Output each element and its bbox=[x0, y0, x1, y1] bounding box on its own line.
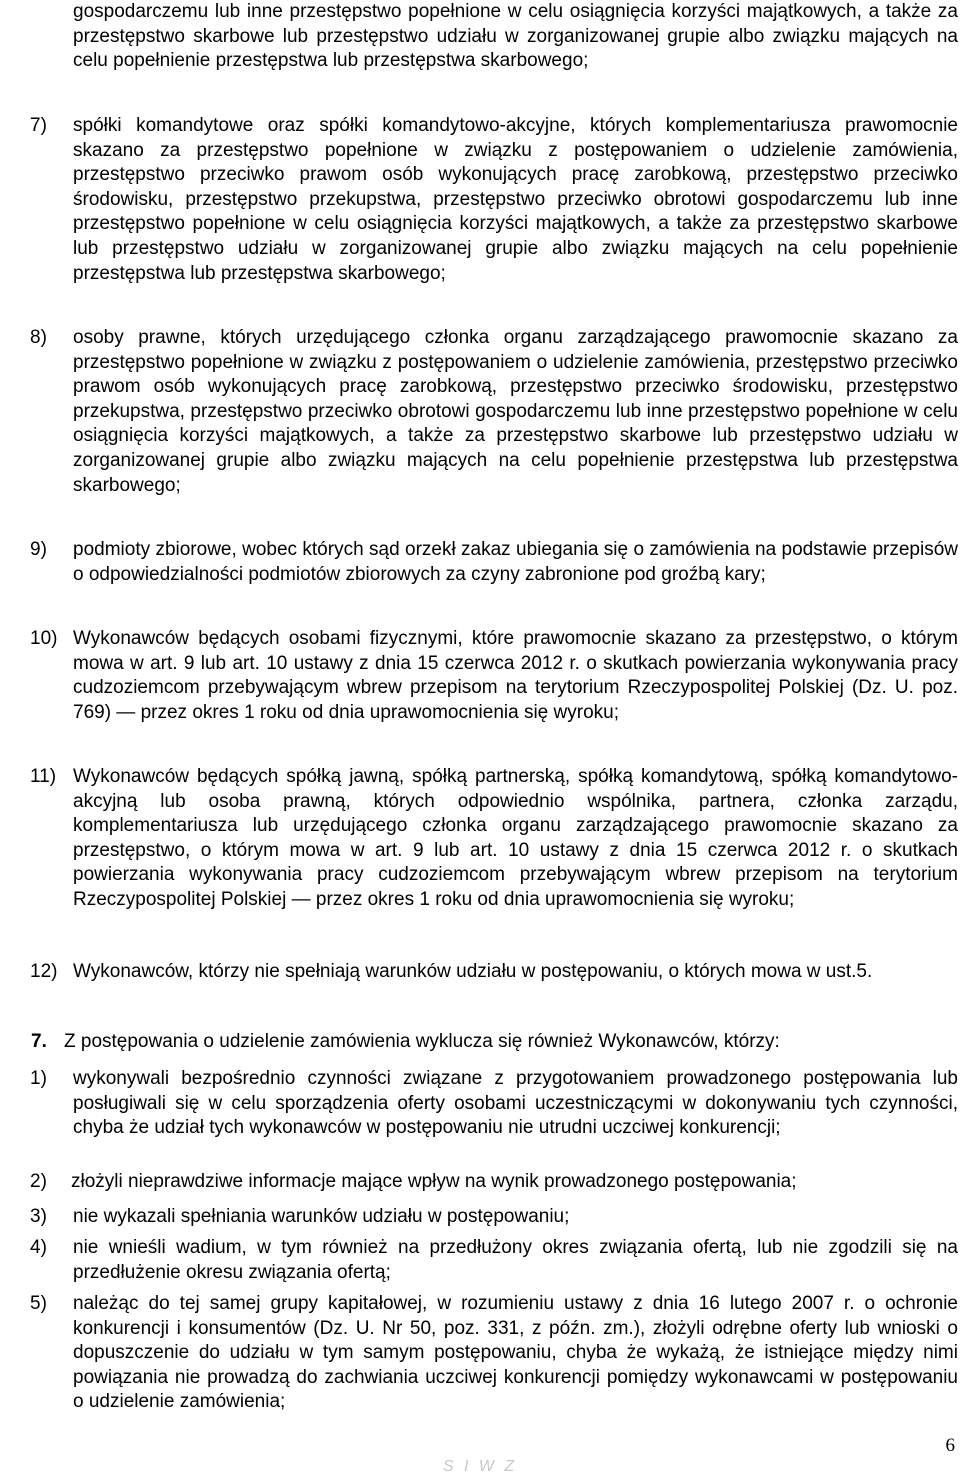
list-item-number: 4) bbox=[30, 1237, 47, 1258]
lead-paragraph-text: gospodarczemu lub inne przestępstwo popełnione w celu osiągnięcia korzyści majątkowych, a także za przestępstwo skarbowe lub przestępstwo udziału w zorganizowanej grupie albo związku mających na celu popełnienie przestępstwa lub przestępstwa skarbowego; bbox=[73, 1, 958, 72]
list-item-text: złożyli nieprawdziwe informacje mające wpływ na wynik prowadzonego postępowania; bbox=[71, 1171, 797, 1192]
section-heading-text: Z postępowania o udzielenie zamówienia wyklucza się również Wykonawców, którzy: bbox=[64, 1031, 780, 1052]
list-item-number: 7) bbox=[30, 115, 47, 136]
exclusion-item-2 bbox=[30, 1170, 958, 1195]
exclusion-item-5 bbox=[30, 1292, 958, 1415]
list-item-text: nie wykazali spełniania warunków udziału w postępowaniu; bbox=[73, 1206, 570, 1227]
section-heading bbox=[30, 1030, 958, 1055]
list-item-8 bbox=[30, 326, 958, 498]
list-item-text: wykonywali bezpośrednio czynności związane z przygotowaniem prowadzonego postępowania lub posługiwali się w celu sporządzenia oferty osobami uczestniczącymi w dokonywaniu tych czynności, chyba że udział tych wykonawców w postępowaniu nie utrudni uczciwej konkurencji; bbox=[73, 1068, 958, 1139]
page-number: 6 bbox=[945, 1435, 955, 1456]
list-item-9 bbox=[30, 538, 958, 587]
exclusion-item-4 bbox=[30, 1236, 958, 1285]
list-item-11 bbox=[30, 765, 958, 913]
list-item-number: 1) bbox=[30, 1068, 47, 1089]
list-item-text: Wykonawców będących spółką jawną, spółką partnerską, spółką komandytową, spółką komandytowo-akcyjną lub osoba prawną, których odpowiednio wspólnika, partnera, członka zarządu, komplementariusza lub urzędującego członka organu zarządzającego prawomocnie skazano za przestępstwo, o którym mowa w art. 9 lub art. 10 ustawy z dnia 15 czerwca 2012 r. o skutkach powierzania wykonywania pracy cudzoziemcom przebywającym wbrew przepisom na terytorium Rzeczypospolitej Polskiej — przez okres 1 roku od dnia uprawomocnienia się wyroku; bbox=[73, 766, 958, 910]
list-item-number: 10) bbox=[30, 628, 58, 649]
exclusion-item-3 bbox=[30, 1205, 958, 1230]
list-item-number: 12) bbox=[30, 961, 58, 982]
list-item-12 bbox=[30, 960, 958, 985]
list-item-number: 9) bbox=[30, 539, 47, 560]
list-item-text: należąc do tej samej grupy kapitałowej, w rozumieniu ustawy z dnia 16 lutego 2007 r. o ochronie konkurencji i konsumentów (Dz. U. Nr 50, poz. 331, z późn. zm.), złożyli odrębne oferty lub wnioski o dopuszczenie do udziału w tym samym postępowaniu, chyba że wykażą, że istniejące między nimi powiązania nie prowadzą do zachwiania uczciwej konkurencji pomiędzy wykonawcami w postępowaniu o udzielenie zamówienia; bbox=[73, 1293, 958, 1413]
list-item-text: spółki komandytowe oraz spółki komandytowo-akcyjne, których komplementariusza prawomocnie skazano za przestępstwo popełnione w związku z postępowaniem o udzielenie zamówienia, przestępstwo przeciwko prawom osób wykonujących pracę zarobkową, przestępstwo przeciwko środowisku, przestępstwo przekupstwa, przestępstwo przeciwko obrotowi gospodarczemu lub inne przestępstwo popełnione w celu osiągnięcia korzyści majątkowych, a także za przestępstwo skarbowe lub przestępstwo udziału w zorganizowanej grupie albo związku mających na celu popełnienie przestępstwa lub przestępstwa skarbowego; bbox=[73, 115, 958, 284]
footer-watermark: S I W Z bbox=[442, 1458, 518, 1475]
list-item-7 bbox=[30, 114, 958, 286]
lead-paragraph bbox=[30, 0, 958, 74]
exclusion-item-1 bbox=[30, 1067, 958, 1141]
list-item-text: Wykonawców, którzy nie spełniają warunków udziału w postępowaniu, o których mowa w ust.5. bbox=[73, 961, 873, 982]
list-item-10 bbox=[30, 627, 958, 725]
list-item-text: osoby prawne, których urzędującego członka organu zarządzającego prawomocnie skazano za przestępstwo popełnione w związku z postępowaniem o udzielenie zamówienia, przestępstwo przeciwko prawom osób wykonujących pracę zarobkową, przestępstwo przeciwko środowisku, przestępstwo przekupstwa, przestępstwo przeciwko obrotowi gospodarczemu lub inne przestępstwo popełnione w celu osiągnięcia korzyści majątkowych, a także za przestępstwo skarbowe lub przestępstwo udziału w zorganizowanej grupie albo związku mających na celu popełnienie przestępstwa lub przestępstwa skarbowego; bbox=[73, 327, 958, 496]
list-item-number: 2) bbox=[30, 1171, 47, 1192]
section-number: 7. bbox=[31, 1031, 47, 1052]
list-item-text: Wykonawców będących osobami fizycznymi, które prawomocnie skazano za przestępstwo, o którym mowa w art. 9 lub art. 10 ustawy z dnia 15 czerwca 2012 r. o skutkach powierzania wykonywania pracy cudzoziemcom przebywającym wbrew przepisom na terytorium Rzeczypospolitej Polskiej (Dz. U. poz. 769) — przez okres 1 roku od dnia uprawomocnienia się wyroku; bbox=[73, 628, 958, 723]
list-item-number: 11) bbox=[30, 766, 57, 787]
list-item-text: podmioty zbiorowe, wobec których sąd orzekł zakaz ubiegania się o zamówienia na podstawie przepisów o odpowiedzialności podmiotów zbiorowych za czyny zabronione pod groźbą kary; bbox=[73, 539, 958, 585]
list-item-text: nie wnieśli wadium, w tym również na przedłużony okres związania ofertą, lub nie zgodzili się na przedłużenie okresu związania ofertą; bbox=[73, 1237, 958, 1283]
list-item-number: 3) bbox=[30, 1206, 47, 1227]
list-item-number: 5) bbox=[30, 1293, 47, 1314]
list-item-number: 8) bbox=[30, 327, 47, 348]
